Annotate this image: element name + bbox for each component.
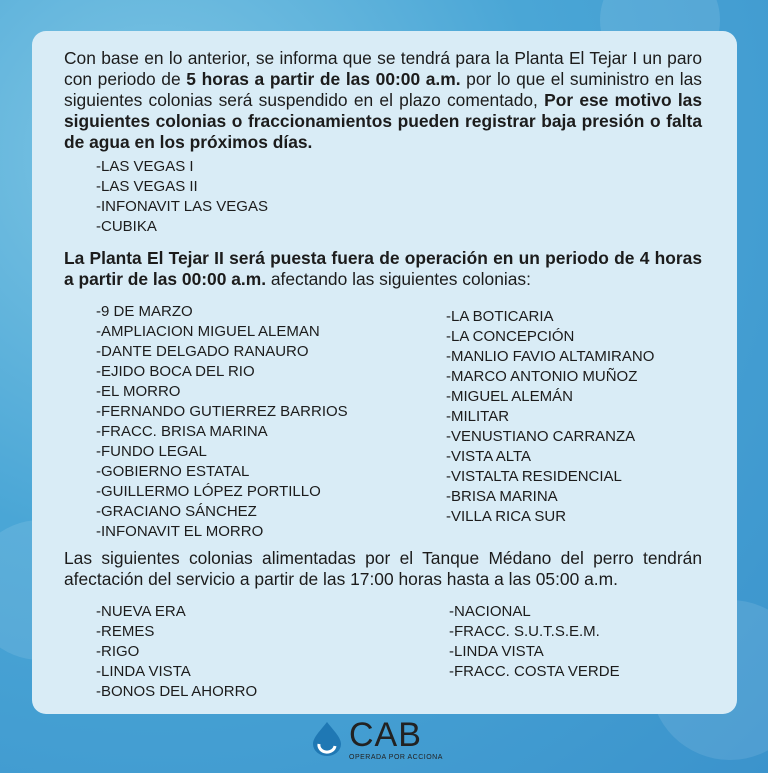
- cab-logo: [309, 716, 443, 766]
- list-item: -INFONAVIT EL MORRO: [96, 523, 264, 540]
- list-item: -DANTE DELGADO RANAURO: [96, 343, 309, 360]
- list-item: -MIGUEL ALEMÁN: [446, 388, 573, 405]
- list-item: -FERNANDO GUTIERREZ BARRIOS: [96, 403, 348, 420]
- list-item: -LINDA VISTA: [96, 663, 191, 680]
- list-item: -9 DE MARZO: [96, 303, 193, 320]
- list-item: -RIGO: [96, 643, 140, 660]
- section2-text: afectando las siguientes colonias:: [266, 269, 531, 289]
- list-item: -LAS VEGAS I: [96, 158, 194, 175]
- list-item: -MANLIO FAVIO ALTAMIRANO: [446, 348, 655, 365]
- list-item: -EJIDO BOCA DEL RIO: [96, 363, 255, 380]
- list-item: -LA CONCEPCIÓN: [446, 328, 575, 345]
- section2-bold-2: 4 horas a partir de las 00:00 a.m.: [64, 248, 702, 289]
- water-drop-icon: [309, 720, 345, 756]
- list-item: -EL MORRO: [96, 383, 181, 400]
- list-planta-tejar-1: [96, 157, 268, 237]
- list-planta-tejar-2-left: [96, 302, 348, 542]
- list-item: -LAS VEGAS II: [96, 178, 198, 195]
- list-item: -GOBIERNO ESTATAL: [96, 463, 250, 480]
- list-item: -BRISA MARINA: [446, 488, 558, 505]
- section3-text: Las siguientes colonias alimentadas por el Tanque Médano del perro tendrán afectación del servicio a partir de las 17:00 horas hasta a las 05:00 a.m.: [64, 548, 702, 589]
- list-item: -LINDA VISTA: [449, 643, 544, 660]
- list-item: -NUEVA ERA: [96, 603, 186, 620]
- list-item: -MILITAR: [446, 408, 510, 425]
- logo-name: CAB: [349, 716, 422, 754]
- list-item: -GRACIANO SÁNCHEZ: [96, 503, 257, 520]
- list-item: -FRACC. BRISA MARINA: [96, 423, 268, 440]
- list-item: -VENUSTIANO CARRANZA: [446, 428, 636, 445]
- list-item: -NACIONAL: [449, 603, 531, 620]
- list-item: -MARCO ANTONIO MUÑOZ: [446, 368, 638, 385]
- section3-paragraph: [64, 548, 702, 590]
- list-item: -VISTA ALTA: [446, 448, 532, 465]
- list-tanque-medano-right: [449, 602, 620, 682]
- section2-paragraph: [64, 248, 702, 290]
- intro-bold-1: 5 horas a partir de las 00:00 a.m.: [186, 69, 461, 89]
- list-item: -INFONAVIT LAS VEGAS: [96, 198, 268, 215]
- list-item: -AMPLIACION MIGUEL ALEMAN: [96, 323, 320, 340]
- list-item: -REMES: [96, 623, 155, 640]
- logo-tagline: OPERADA POR ACCIONA: [349, 754, 443, 761]
- list-item: -VILLA RICA SUR: [446, 508, 567, 525]
- list-tanque-medano-left: [96, 602, 257, 702]
- list-item: -BONOS DEL AHORRO: [96, 683, 258, 700]
- intro-bold-2: Por ese motivo las siguientes colonias o fraccionamientos pueden registrar baja presión o falta de agua en los próximos días.: [64, 90, 702, 152]
- intro-text-2: por lo que el suministro en las siguientes colonias será suspendido en el plazo comentado,: [64, 69, 702, 110]
- section2-bold-1: La Planta El Tejar II será puesta fuera de operación en un periodo de: [64, 248, 640, 268]
- list-item: -FRACC. COSTA VERDE: [449, 663, 620, 680]
- list-item: -VISTALTA RESIDENCIAL: [446, 468, 622, 485]
- list-item: -FRACC. S.U.T.S.E.M.: [449, 623, 600, 640]
- intro-text-1: Con base en lo anterior, se informa que se tendrá para la Planta El Tejar I un paro con periodo de: [64, 48, 702, 89]
- list-item: -GUILLERMO LÓPEZ PORTILLO: [96, 483, 321, 500]
- list-item: -FUNDO LEGAL: [96, 443, 207, 460]
- list-item: -CUBIKA: [96, 218, 157, 235]
- intro-paragraph: [64, 48, 702, 153]
- list-item: -LA BOTICARIA: [446, 308, 554, 325]
- list-planta-tejar-2-right: [446, 307, 654, 527]
